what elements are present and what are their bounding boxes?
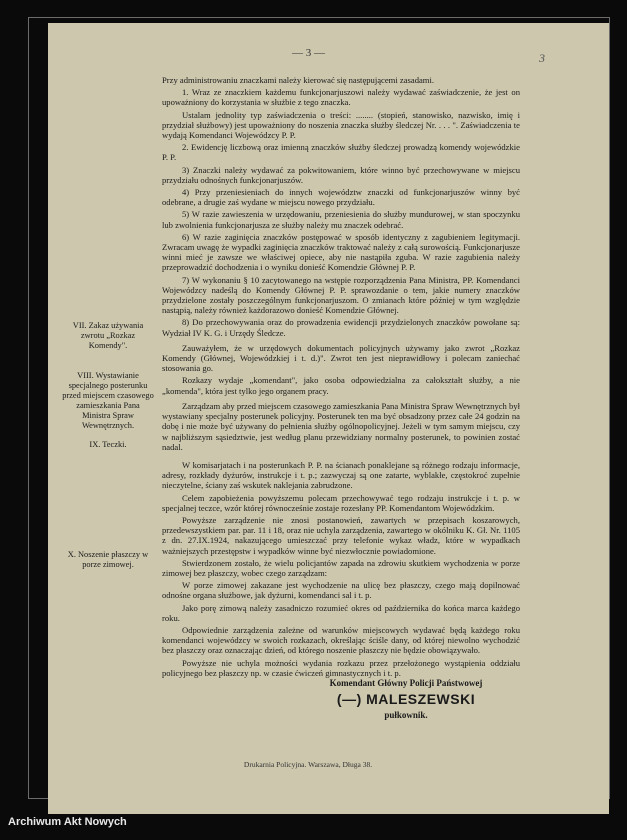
paragraph: 3) Znaczki należy wydawać za pokwitowaniem, które winno być przechowywane w miejscu przydziału odnośnych funkcjonarjuszów. <box>162 164 520 185</box>
paragraph: Przy administrowaniu znaczkami należy kierować się następującemi zasadami. <box>162 75 435 85</box>
paragraph: W komisarjatach i na posterunkach P. P. na ścianach ponaklejane są różnego rodzaju informacje, adresy, rozkłady dyżurów, instrukcje i t. p.; zazwyczaj są one zatarte, wyblakłe, częstokroć zupełnie nieczytelne, ściany zaś wskutek naklejania zabrudzone. <box>162 459 520 491</box>
sidenote-ix: IX. Teczki. <box>89 440 127 449</box>
paragraph: Zarządzam aby przed miejscem czasowego zamieszkania Pana Ministra Spraw Wewnętrznych był wystawiany specjalny posterunek policyjny. Posterunek ten ma być obsadzony przez całe 24 godzin na dobę i nie może być używany do pełnienia służby ogólnopolicyjnej. Jeżeli w tym samym miejscu, czy w najbliższym sąsiedztwie, jest według planu przewidziany normalny posterunek, to powinien zostać nadal. <box>162 400 520 452</box>
paragraph: 8) Do przechowywania oraz do prowadzenia ewidencji przydzielonych znaczków powołane są: Wydział IV K. G. i Urzędy Śledcze. <box>162 317 520 338</box>
paragraph: 2. Ewidencję liczbową oraz imienną znaczków służby śledczej prowadzą komendy wojewódzkie P. P. <box>162 142 520 163</box>
sidenote-vii: VII. Zakaz używania zwrotu „Rozkaz Komendy". <box>72 321 144 350</box>
archive-watermark: Archiwum Akt Nowych <box>8 816 127 828</box>
paragraph: 5) W razie zawieszenia w urzędowaniu, przeniesienia do służby mundurowej, w stan spoczynku lub zwolnienia funkcjonarjusza ze służby należy mu znaczek odebrać. <box>162 209 520 230</box>
signature-block <box>296 678 516 720</box>
paragraph: 1. Wraz ze znaczkiem każdemu funkcjonarjuszowi należy wydawać zaświadczenie, że jest on upoważniony do korzystania w służbie z tego znaczka. <box>162 87 520 108</box>
paragraph: Zauważyłem, że w urzędowych dokumentach policyjnych używamy jako zwrot „Rozkaz Komendy (Głównej, Wojewódzkiej i t. d.)". Zwrot ten jest nieprawidłowy i polecam zaniechać stosowania go. <box>162 342 520 374</box>
sidenote-viii: VIII. Wystawianie specjalnego posterunku przed miejscem czasowego zamieszkania Pana Ministra Spraw Wewnętrznych. <box>62 371 154 430</box>
paragraph: Powyższe nie uchyla możności wydania rozkazu przez przełożonego wystąpienia oddziału policyjnego bez płaszczy np. w czasie ćwiczeń gimnastycznych i t. p. <box>162 657 520 678</box>
signature-name: (—) MALESZEWSKI <box>336 691 476 707</box>
signature-rank: pułkownik. <box>384 710 428 720</box>
paragraph: Jako porę zimową należy zasadniczo rozumieć okres od października do końca marca każdego roku. <box>162 602 520 623</box>
paragraph: Ustalam jednolity typ zaświadczenia o treści: ........ (stopień, stanowisko, nazwisko, imię i przydział służbowy) jest upoważniony do noszenia znaczka służby śledczej Nr. . . . ". Zaświadczenia te wydają Komendanci Wojewódzcy P. P. <box>162 109 520 141</box>
signature-title: Komendant Główny Policji Państwowej <box>329 678 483 688</box>
paragraph: Celem zapobieżenia powyższemu polecam przechowywać tego rodzaju instrukcje i t. p. w specjalnej teczce, wzór której równocześnie zostaje rozesłany PP. Komendantom Wojewódzkim. <box>162 492 520 513</box>
paragraph: W porze zimowej zakazane jest wychodzenie na ulicę bez płaszczy, czego mają dopilnować odnośne organa służbowe, jak dyżurni, komendanci sal i t. p. <box>162 580 520 601</box>
paragraph: Odpowiednie zarządzenia zależne od warunków miejscowych wydawać będą każdego roku komendanci wojewódzcy w swoich rozkazach, określając ściśle dany, od której niewolno wychodzić bez płaszczy oraz oznaczając dzień, od którego noszenie płaszczy nie będzie obowiązywało. <box>162 624 520 656</box>
sidenote-x: X. Noszenie płaszczy w porze zimowej. <box>67 550 149 569</box>
paragraph: 4) Przy przeniesieniach do innych województw znaczki od funkcjonarjuszów winny być odebrane, a drugie zaś wydane w miejscu nowego przydziału. <box>162 187 520 208</box>
printer-imprint: Drukarnia Policyjna. Warszawa, Długa 38. <box>243 760 373 769</box>
paragraph: 7) W wykonaniu § 10 zacytowanego na wstępie rozporządzenia Pana Ministra, PP. Komendanci Wojewódzcy nadeślą do Komendy Głównej P. P. sprawozdanie o tem, jakie numery znaczków przydzielone zostały poszczególnym funkcjonarjuszom. O zmianach które później w tym względzie nastąpią, należy również każdorazowo donieść Komendzie Głównej. <box>162 274 520 316</box>
handwritten-page-mark: 3 <box>539 51 545 65</box>
paragraph: 6) W razie zaginięcia znaczków postępować w sposób identyczny z zagubieniem legitymacji. Zwracam uwagę że wypadki zaginięcia znaczków traktować należy z całą surowością. Funkcjonarjusze winni mieć je zawsze we właściwej opiece, aby nie nastąpiła zguba. W razie zagubienia należy przeprowadzić dochodzenia i o wyniku donieść Komendzie Głównej P. P. <box>162 231 520 273</box>
paragraph: Rozkazy wydaje „komendant", jako osoba odpowiedzialna za całokształt służby, a nie „komenda", która jest tylko jego organem pracy. <box>162 375 520 396</box>
paragraph: Stwierdzonem zostało, że wielu policjantów zapada na zdrowiu skutkiem wychodzenia w porze zimowej bez płaszczy, wobec czego zarządzam: <box>162 557 520 578</box>
body-text <box>162 75 520 680</box>
page-number: — 3 — <box>292 47 325 59</box>
paragraph: Powyższe zarządzenie nie znosi postanowień, zawartych w przepisach koszarowych, przedewszystkiem par. par. 11 i 18, oraz nie uchyla zarządzenia, zawartego w okólniku K. Gł. Nr. 1105 z dn. 27.IX.1924, nakazującego umieszczać przy telefonie wykaz władz, które w wypadkach ważniejszych przestępstw i wypadków winne być niezwłocznie powiadomione. <box>162 514 520 556</box>
